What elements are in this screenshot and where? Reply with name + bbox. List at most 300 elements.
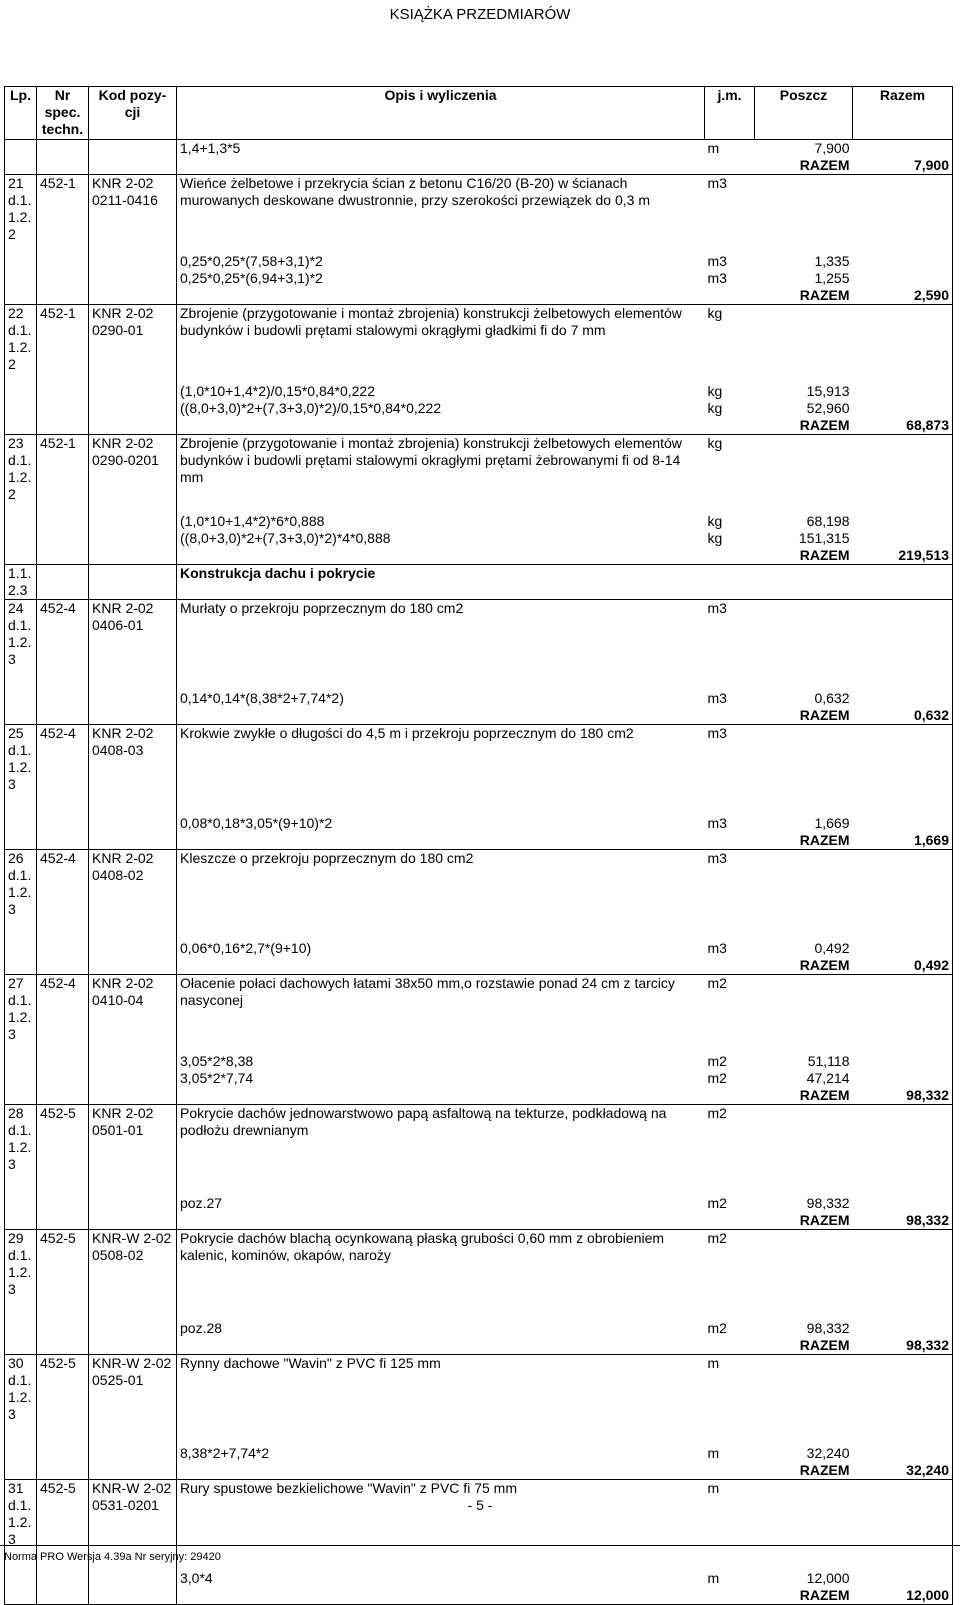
razem-cell [853,1445,953,1462]
razem-value: 98,332 [853,1212,953,1230]
kod-cell [89,1320,177,1337]
opis-cell [177,707,705,725]
opis-cell: Rynny dachowe "Wavin" z PVC fi 125 mm [177,1355,705,1424]
calc-formula: 0,06*0,16*2,7*(9+10) [180,940,312,956]
spacer-cell [853,503,953,513]
spacer-cell [5,918,37,940]
nr-cell [37,815,89,832]
spacer-cell [177,1173,705,1195]
page-title: KSIĄŻKA PRZEDMIARÓW [389,6,571,23]
lp-cell [5,530,37,547]
lp-cell [5,1195,37,1212]
opis-cell: Murłaty o przekroju poprzecznym do 180 cm2 [177,600,705,669]
nr-cell [37,832,89,850]
nr-cell: 452-5 [37,1230,89,1299]
spacer-cell [177,918,705,940]
poszcz-cell [755,975,853,1044]
razem-row [5,417,953,435]
spacer-row [5,918,953,940]
jm-cell: m3 [705,175,755,244]
kod-cell [89,1445,177,1462]
spacer-cell [853,1548,953,1570]
razem-cell [853,140,953,158]
calc-row [5,400,953,417]
spacer-cell [705,1043,755,1053]
nr-cell: 452-4 [37,600,89,669]
kod-cell [89,530,177,547]
calc-jm: m3 [707,253,727,269]
calc-row [5,815,953,832]
calc-value: 7,900 [814,140,850,156]
calc-value: 151,315 [798,530,850,546]
opis-cell: Pokrycie dachów jednowarstwowo papą asfaltową na tekturze, podkładową na podłożu drewnianym [177,1105,705,1174]
calc-jm: m3 [707,690,727,706]
kod-cell [89,1053,177,1070]
jm-cell [705,287,755,305]
lp-cell: 31 d.1. 1.2. 3 [5,1480,37,1549]
calc-formula: 0,14*0,14*(8,38*2+7,74*2) [180,690,344,706]
calc-value: 68,198 [806,513,850,529]
razem-cell [853,690,953,707]
razem-label: RAZEM [799,1462,850,1478]
nr-cell [37,417,89,435]
lp-cell [5,1320,37,1337]
item-row [5,1480,953,1549]
calc-formula: ((8,0+3,0)*2+(7,3+3,0)*2)*4*0,888 [180,530,391,546]
spacer-cell [89,918,177,940]
nr-cell: 452-1 [37,435,89,504]
calc-row [5,383,953,400]
col-lp: Lp. [5,87,37,140]
spacer-cell [755,1298,853,1320]
nr-cell [37,253,89,270]
nr-cell: 452-5 [37,1480,89,1549]
nr-cell [37,157,89,175]
spacer-cell [705,1173,755,1195]
razem-cell [853,1053,953,1070]
kod-cell: KNR 2-02 0290-01 [89,305,177,374]
calc-formula: 0,25*0,25*(7,58+3,1)*2 [180,253,323,269]
jm-cell [705,1337,755,1355]
spacer-cell [37,1423,89,1445]
spacer-cell [177,1423,705,1445]
kod-cell [89,707,177,725]
calc-value: 0,492 [814,940,850,956]
calc-value: 15,913 [806,383,850,399]
carry-row [5,140,953,158]
jm-cell [705,1587,755,1605]
opis-cell [177,1212,705,1230]
lp-cell [5,417,37,435]
calc-formula: poz.27 [180,1195,223,1211]
poszcz-cell [755,725,853,794]
lp-cell [5,1212,37,1230]
razem-label: RAZEM [799,957,850,973]
razem-row [5,287,953,305]
col-opis: Opis i wyliczenia [177,87,705,140]
jm-cell: m2 [705,1230,755,1299]
nr-cell [37,1195,89,1212]
jm-cell [705,957,755,975]
calc-row [5,253,953,270]
kod-cell [89,1087,177,1105]
spacer-cell [5,668,37,690]
razem-cell [853,305,953,374]
section-title: Konstrukcja dachu i pokrycie [177,565,705,600]
spacer-row [5,1043,953,1053]
calc-row [5,940,953,957]
calc-jm: kg [707,383,723,399]
jm-cell: m2 [705,1105,755,1174]
razem-cell [853,1480,953,1549]
razem-cell [853,600,953,669]
kod-cell [89,832,177,850]
kod-cell: KNR-W 2-02 0508-02 [89,1230,177,1299]
jm-cell [705,1462,755,1480]
spacer-cell [853,373,953,383]
razem-label: RAZEM [799,157,850,173]
nr-cell [37,383,89,400]
nr-cell [37,1570,89,1587]
poszcz-cell [755,1480,853,1549]
footer-note: Norma PRO Wersja 4.39a Nr seryjny: 29420 [4,1551,221,1563]
spacer-cell [89,668,177,690]
item-row [5,1230,953,1299]
item-row [5,850,953,919]
nr-cell [37,1212,89,1230]
spacer-cell [5,1423,37,1445]
lp-cell: 28 d.1. 1.2. 3 [5,1105,37,1174]
poszcz-cell [755,850,853,919]
razem-row [5,1087,953,1105]
kod-cell [89,157,177,175]
spacer-cell [755,793,853,815]
spacer-cell [853,668,953,690]
razem-value: 98,332 [853,1087,953,1105]
section-row [5,565,953,600]
razem-value: 68,873 [853,417,953,435]
lp-cell [5,1087,37,1105]
calc-jm: m3 [707,270,727,286]
calc-value: 98,332 [806,1320,850,1336]
nr-cell [37,513,89,530]
razem-value: 2,590 [853,287,953,305]
spacer-cell [705,793,755,815]
kod-cell: KNR 2-02 0408-03 [89,725,177,794]
spacer-cell [37,1043,89,1053]
poszcz-cell [755,1230,853,1299]
opis-cell [177,287,705,305]
kod-cell [89,815,177,832]
nr-cell [37,1337,89,1355]
kod-cell [89,1570,177,1587]
lp-cell [5,690,37,707]
spacer-cell [853,793,953,815]
lp-cell: 30 d.1. 1.2. 3 [5,1355,37,1424]
lp-cell [5,253,37,270]
lp-cell [5,287,37,305]
calc-formula: 3,05*2*8,38 [180,1053,254,1069]
calc-row [5,1053,953,1070]
razem-label: RAZEM [755,1587,853,1605]
spacer-cell [853,1423,953,1445]
spacer-cell [89,793,177,815]
kod-cell [89,140,177,158]
spacer-cell [89,243,177,253]
spacer-cell [705,1298,755,1320]
col-kod: Kod pozy-cji [89,87,177,140]
razem-cell [853,725,953,794]
spacer-row [5,1173,953,1195]
opis-cell [177,157,705,175]
lp-cell: 21 d.1. 1.2. 2 [5,175,37,244]
nr-cell [37,1462,89,1480]
poszcz-cell [755,1355,853,1424]
kod-cell: KNR-W 2-02 0525-01 [89,1355,177,1424]
nr-cell [37,565,89,600]
nr-cell [37,287,89,305]
razem-row [5,547,953,565]
calc-value: 32,240 [806,1445,850,1461]
razem-value: 0,492 [853,957,953,975]
spacer-cell [755,918,853,940]
nr-cell [37,1320,89,1337]
spacer-row [5,668,953,690]
spacer-cell [177,1548,705,1570]
calc-jm: m [707,1445,720,1461]
kod-cell [89,1212,177,1230]
footer-divider [0,1545,960,1546]
razem-cell [853,1570,953,1587]
spacer-cell [37,1173,89,1195]
calc-jm: m3 [707,940,727,956]
nr-cell [37,1587,89,1605]
razem-row [5,1462,953,1480]
spacer-cell [853,918,953,940]
spacer-cell [853,1173,953,1195]
nr-cell: 452-5 [37,1105,89,1174]
jm-cell [705,547,755,565]
opis-cell [177,1087,705,1105]
razem-row [5,1212,953,1230]
nr-cell: 452-4 [37,850,89,919]
calc-row [5,1570,953,1587]
spacer-cell [177,1043,705,1053]
kod-cell [89,417,177,435]
lp-cell: 1.1. 2.3 [5,565,37,600]
kod-cell [89,547,177,565]
nr-cell: 452-4 [37,725,89,794]
razem-label: RAZEM [799,287,850,303]
spacer-cell [5,243,37,253]
calc-jm: kg [707,530,723,546]
spacer-cell [37,373,89,383]
lp-cell: 26 d.1. 1.2. 3 [5,850,37,919]
spacer-row [5,793,953,815]
calc-value: 1,335 [814,253,850,269]
opis-cell: Krokwie zwykłe o długości do 4,5 m i przekroju poprzecznym do 180 cm2 [177,725,705,794]
spacer-cell [177,243,705,253]
lp-cell [5,707,37,725]
spacer-cell [37,1298,89,1320]
spacer-cell [177,373,705,383]
lp-cell [5,1587,37,1605]
spacer-cell [89,1173,177,1195]
kod-cell [89,383,177,400]
opis-cell: Zbrojenie (przygotowanie i montaż zbrojenia) konstrukcji żelbetowych elementów budynków i budowli prętami stalowymi okrągłymi gładkimi fi do 7 mm [177,305,705,374]
lp-cell [5,832,37,850]
table-body [5,140,953,1605]
opis-cell: Ołacenie połaci dachowych łatami 38x50 mm,o rozstawie ponad 24 cm z tarcicy nasyconej [177,975,705,1044]
jm-cell: m3 [705,725,755,794]
kod-cell [89,1587,177,1605]
item-row [5,1355,953,1424]
spacer-row [5,1423,953,1445]
kod-cell: KNR 2-02 0408-02 [89,850,177,919]
nr-cell [37,547,89,565]
opis-cell: Wieńce żelbetowe i przekrycia ścian z betonu C16/20 (B-20) w ścianach murowanych deskowane dwustronnie, przy szerokości przewiązek do 0,3 m [177,175,705,244]
nr-cell [37,1053,89,1070]
calc-formula: 3,0*4 [180,1570,213,1586]
spacer-cell [705,668,755,690]
calc-formula: 0,08*0,18*3,05*(9+10)*2 [180,815,333,831]
calc-value: 1,669 [814,815,850,831]
nr-cell [37,270,89,287]
spacer-cell [5,793,37,815]
razem-cell [853,1355,953,1424]
jm-cell [705,832,755,850]
jm-cell: m3 [705,600,755,669]
jm-cell [705,157,755,175]
razem-label: RAZEM [799,832,850,848]
razem-cell [853,383,953,400]
razem-row [5,1587,953,1605]
kod-cell: KNR-W 2-02 0531-0201 [89,1480,177,1549]
lp-cell [5,1445,37,1462]
nr-cell: 452-4 [37,975,89,1044]
spacer-cell [5,1043,37,1053]
kod-cell [89,270,177,287]
kod-cell [89,1337,177,1355]
item-row [5,975,953,1044]
jm-cell: m [705,1355,755,1424]
calc-value: 51,118 [807,1053,850,1069]
lp-cell [5,513,37,530]
razem-cell [853,815,953,832]
lp-cell [5,270,37,287]
kod-cell [89,940,177,957]
spacer-row [5,1298,953,1320]
lp-cell [5,1053,37,1070]
calc-row [5,690,953,707]
nr-cell [37,940,89,957]
spacer-row [5,243,953,253]
spacer-cell [853,1298,953,1320]
kod-cell [89,1070,177,1087]
jm-cell [705,565,755,600]
spacer-cell [89,1043,177,1053]
nr-cell: 452-5 [37,1355,89,1424]
calc-value: 98,332 [806,1195,850,1211]
nr-cell [37,707,89,725]
razem-cell [853,1230,953,1299]
spacer-cell [755,1043,853,1053]
razem-row [5,707,953,725]
razem-cell [853,1320,953,1337]
kod-cell: KNR 2-02 0501-01 [89,1105,177,1174]
razem-cell [853,175,953,244]
calc-value: 52,960 [806,400,850,416]
poszcz-cell [755,175,853,244]
spacer-cell [89,1298,177,1320]
nr-cell [37,1445,89,1462]
razem-value: 0,632 [853,707,953,725]
calc-value: 12,000 [806,1570,850,1586]
lp-cell [5,400,37,417]
spacer-cell [177,668,705,690]
razem-value: 12,000 [853,1587,953,1605]
spacer-cell [37,918,89,940]
nr-cell [37,690,89,707]
razem-cell [853,1195,953,1212]
lp-cell [5,940,37,957]
lp-cell: 22 d.1. 1.2. 2 [5,305,37,374]
poszcz-cell [755,435,853,504]
spacer-cell [5,373,37,383]
nr-cell [37,1070,89,1087]
spacer-cell [5,1298,37,1320]
jm-cell [705,1087,755,1105]
jm-cell: m [705,1480,755,1549]
lp-cell [5,1337,37,1355]
lp-cell [5,157,37,175]
calc-row [5,530,953,547]
nr-cell [37,530,89,547]
kod-cell [89,957,177,975]
jm-cell [705,1212,755,1230]
opis-cell [177,1587,705,1605]
lp-cell: 27 d.1. 1.2. 3 [5,975,37,1044]
razem-cell [853,513,953,530]
spacer-cell [705,503,755,513]
razem-cell [853,253,953,270]
calc-formula: ((8,0+3,0)*2+(7,3+3,0)*2)/0,15*0,84*0,222 [180,400,442,416]
spacer-cell [37,243,89,253]
jm-cell [705,417,755,435]
spacer-cell [755,373,853,383]
opis-cell: Rury spustowe bezkielichowe "Wavin" z PVC fi 75 mm [177,1480,705,1549]
spacer-cell [705,243,755,253]
item-row [5,725,953,794]
kod-cell: KNR 2-02 0406-01 [89,600,177,669]
calc-jm: kg [707,400,723,416]
kod-cell [89,513,177,530]
calc-row [5,270,953,287]
razem-cell [853,1070,953,1087]
opis-cell [177,1462,705,1480]
lp-cell: 29 d.1. 1.2. 3 [5,1230,37,1299]
kod-cell: KNR 2-02 0410-04 [89,975,177,1044]
spacer-cell [5,503,37,513]
razem-label: RAZEM [799,547,850,563]
lp-cell [5,1462,37,1480]
lp-cell [5,1570,37,1587]
spacer-cell [853,243,953,253]
page-number: - 5 - [467,1497,493,1513]
kod-cell: KNR 2-02 0290-0201 [89,435,177,504]
item-row [5,435,953,504]
nr-cell: 452-1 [37,305,89,374]
